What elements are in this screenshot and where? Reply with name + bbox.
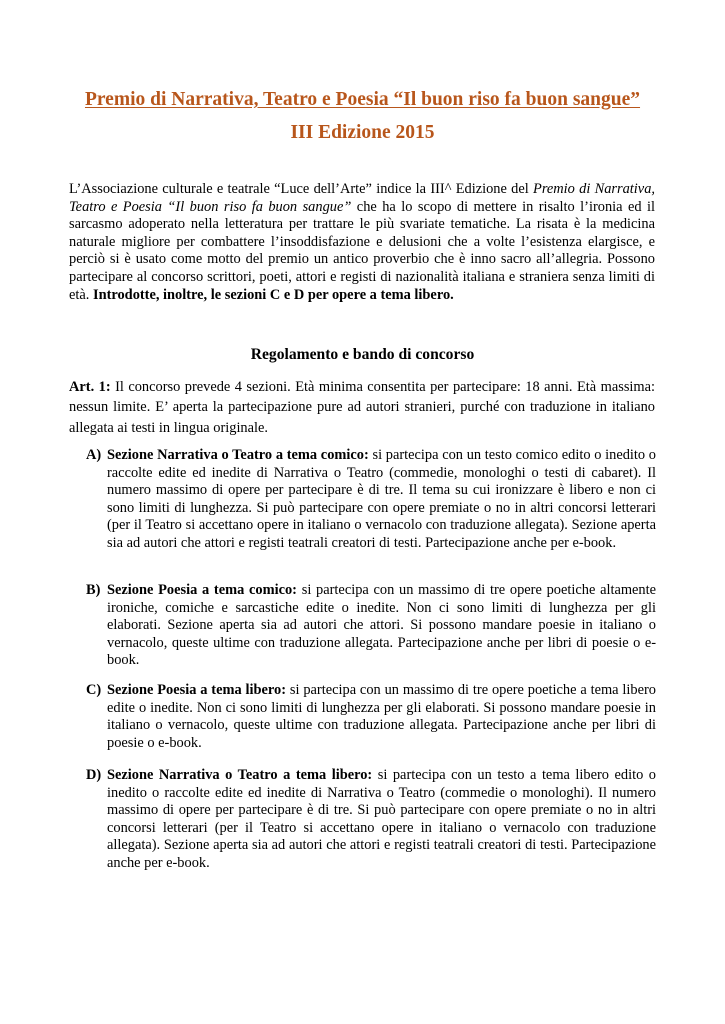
section-c-body — [107, 682, 656, 752]
section-a-title: Sezione Narrativa o Teatro a tema comico: — [107, 447, 369, 463]
article-1 — [69, 377, 655, 438]
section-a-letter: A) — [86, 447, 102, 463]
section-a-body — [107, 447, 656, 553]
article-1-text: Il concorso prevede 4 sezioni. Età minima consentita per partecipare: 18 anni. Età massima: nessun limite. E’ aperta la partecipazione pure ad autori stranieri, purché con traduzione in italiano allegata ai testi in lingua originale. — [69, 379, 655, 436]
intro-text-2: che ha lo scopo di mettere in risalto l’ironia ed il sarcasmo adoperato nella letteratura per trattare le più svariate tematiche. La risata è la medicina naturale migliore per combattere l’insoddisfazione e delusioni che a volte l’esistenza elargisce, e perciò si è usato come motto del premio un antico proverbio che è inno sacro all’allegria. Possono partecipare al concorso scrittori, poeti, attori e registi di nazionalità italiana e straniera senza limiti di età. — [69, 198, 655, 303]
intro-bold-note: Introdotte, inoltre, le sezioni C e D per opere a tema libero. — [92, 286, 454, 303]
section-d-letter: D) — [86, 767, 102, 783]
edition-title: III Edizione 2015 — [290, 122, 435, 143]
section-c-text: si partecipa con un massimo di tre opere poetiche a tema libero edite o inedite. Non ci sono limiti di lunghezza per gli elaborati. Si possono mandare poesie in italiano o vernacolo, queste ultime con traduzione allegata. Partecipazione anche per libri di poesie o e-book. — [107, 682, 656, 751]
section-d-text: si partecipa con un testo a tema libero edito o inedito o raccolte edite ed inedite di Narrativa o Teatro (commedie o monologhi). Il numero massimo di opere per partecipare è di tre. Si può partecipare con opere premiate o no in altri concorsi letterari (per il Teatro si accettano opere in italiano o vernacolo con traduzione allegata). Sezione aperta sia ad autori che attori e registi teatrali creatori di testi. Partecipazione anche per e-book. — [107, 767, 657, 871]
intro-paragraph — [69, 181, 655, 304]
intro-text-1: L’Associazione culturale e teatrale “Luce dell’Arte” indice la III^ Edizione del — [69, 181, 534, 197]
article-1-label: Art. 1: — [69, 379, 111, 395]
section-b-body — [107, 582, 656, 670]
section-a-text: si partecipa con un testo comico edito o inedito o raccolte edite ed inedite di Narrativa o Teatro (commedie, monologhi o testi di cabaret). Il numero massimo di opere per partecipare è di tre. Il tema su cui ironizzare è libero e non ci sono limiti di lunghezza. Si può partecipare con opere premiate o no in altri concorsi letterari (per il Teatro si accettano opere in italiano o vernacolo con traduzione allegata). Sezione aperta sia ad autori che attori e registi teatrali creatori di testi. Partecipazione anche per e-book. — [107, 447, 656, 551]
section-d-title: Sezione Narrativa o Teatro a tema libero: — [107, 767, 373, 783]
section-b-letter: B) — [86, 582, 101, 598]
document-title: Premio di Narrativa, Teatro e Poesia “Il buon riso fa buon sangue” — [84, 89, 641, 110]
regulation-heading: Regolamento e bando di concorso — [250, 346, 475, 363]
section-b-title: Sezione Poesia a tema comico: — [107, 582, 297, 598]
section-b-text: si partecipa con un massimo di tre opere poetiche altamente ironiche, comiche e sarcastiche edite o inedite. Non ci sono limiti di lunghezza per gli elaborati. Sezione aperta sia ad autori che attori. Si possono mandare poesie in italiano o vernacolo, queste ultime con traduzione allegata. Partecipazione anche per libri di poesie o e-book. — [107, 582, 657, 669]
section-c-letter: C) — [86, 682, 102, 698]
section-d-body — [107, 767, 656, 873]
intro-prize-name: Premio di Narrativa, Teatro e Poesia “Il buon riso fa buon sangue” — [69, 181, 655, 215]
section-c-title: Sezione Poesia a tema libero: — [107, 682, 287, 698]
